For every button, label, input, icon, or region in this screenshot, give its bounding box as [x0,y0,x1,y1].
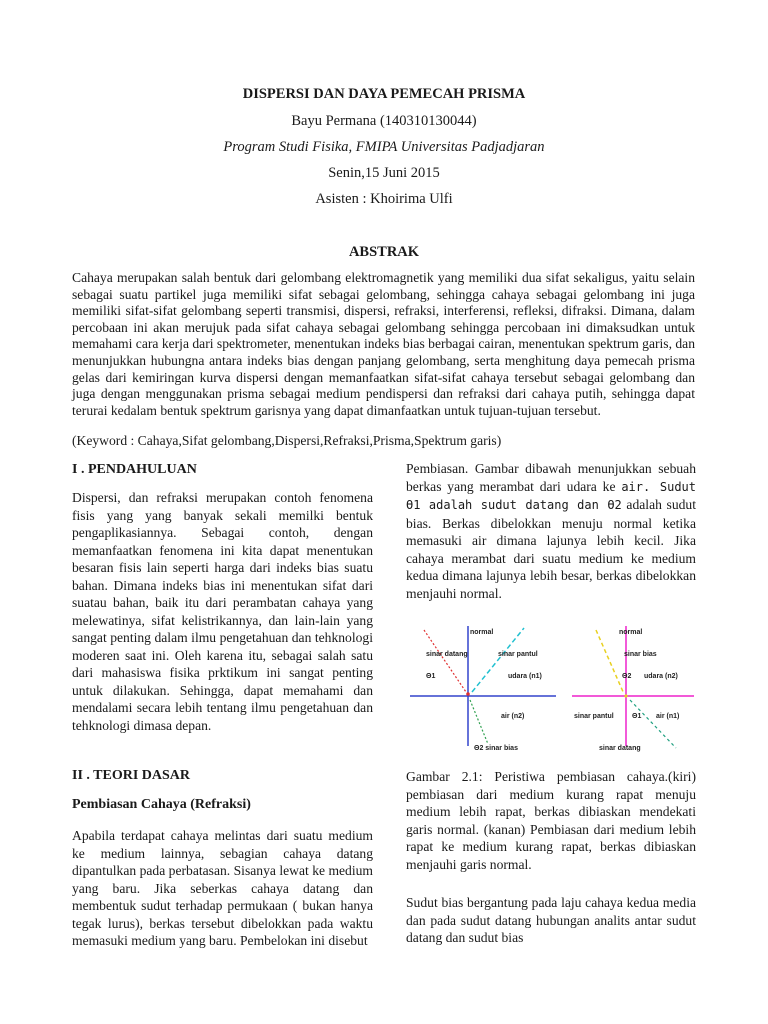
left-incident-ray [424,630,466,692]
affiliation-line: Program Studi Fisika, FMIPA Universitas Padjadjaran [223,139,545,155]
left-incidence-point [466,692,470,696]
section-heading-theory: II . TEORI DASAR [72,768,190,783]
author-line: Bayu Permana (140310130044) [291,113,477,129]
keywords-line: (Keyword : Cahaya,Sifat gelombang,Dispersi,Refraksi,Prisma,Spektrum garis) [72,433,502,448]
right-label-normal: normal [619,629,643,636]
right-incidence-point [624,694,627,697]
paragraph-text: Sudut bias bergantung pada laju cahaya kedua media dan pada sudut datang hubungan analits antar sudut datang dan sudut bias [406,895,696,945]
left-reflected-ray [472,628,524,692]
right-label-reflected: sinar pantul [574,713,614,720]
paragraph-text: adalah sudut bias. Berkas dibelokkan menuju normal ketika memasuki air dimana lajunya lebih kecil. Jika cahaya merambat dari suatu medium ke medium kedua dimana lajunya lebih besar, berkas dibelokkan menjauhi normal. [406,497,696,601]
right-reflected-ray [630,700,676,748]
left-label-reflected: sinar pantul [498,651,538,658]
paragraph-text: Pembiasan. Gambar dibawah menunjukkan sebuah berkas yang merambat dari udara ke [406,461,696,494]
right-label-medium1: air (n1) [656,713,680,720]
left-label-normal: normal [470,629,494,636]
refraction-diagram [406,618,696,758]
abstract-text: Cahaya merupakan salah bentuk dari gelombang elektromagnetik yang memiliki dua sifat sekaligus, yaitu selain sebagai suatu partikel juga memiliki sifat sebagai gelombang, sehingga cahaya sebagai gelombang ini juga memiliki sifat-sifat gelombang seperti transmisi, dispersi, refraksi, interferensi, refleksi, difraksi. Dimana, dalam percobaan ini akan merujuk pada sifat cahaya sebagai gelombang sehingga percobaan ini dimaksudkan untuk memahami cara kerja dari spektrometer, menentukan indeks bias berbagai cairan, menentukan spektrum garis, dan menunjukkan hubungna antara indeks bias dengan panjang gelombang, serta menghitung daya pemecah prisma gelas dari kemiringan kurva dispersi dengan memanfaatkan sifat-sifat cahaya tersebut sebagai gelombang dan juga dengan menggunakan prisma sebagai medium pendispersi dan refraksi dari cahaya putih, sehingga dapat terurai kedalam bentuk spektrum garisnya yang dapat dimanfaatkan untuk tujuan-tujuan tersebut. [72,270,696,418]
date-line: Senin,15 Juni 2015 [328,165,440,181]
abstract-heading: ABSTRAK [348,244,420,260]
left-label-incident: sinar datang [426,651,468,658]
introduction-paragraph: Dispersi, dan refraksi merupakan contoh fenomena fisis yang yang banyak sekali memilki bentuk pengaplikasiannya. Sebagai contoh, dengan memanfaatkan fenomena ini kita dapat menentukan besaran fisis lain seperti harga dari indeks bias suatu bahan. Dimana indeks bias ini menentukan sifat dari suatau bahan, baik itu dari perambatan cahaya yang melewatinya, sifat kelistrikannya, dan lain-lain yang sangat penting dalam ilmu pengetahuan dan tehknologi moderen saat ini. Oleh karena itu, sebagai salah satu dari mahasiswa fisika prktikum ini sangat penting untuk dilakukan. Sehingga, dapat memahami dan mendalami secara lebih tentang ilmu pengetahuan dan tehknologi dimasa depan. [72,490,373,733]
right-label-medium2: udara (n2) [644,673,678,680]
right-label-incident: sinar datang [599,745,641,752]
right-label-refracted: sinar bias [624,651,657,658]
assistant-line: Asisten : Khoirima Ulfi [315,191,453,207]
section-heading-introduction: I . PENDAHULUAN [72,462,197,477]
paragraph-text-mono: air. Sudut ϴ1 adalah sudut datang dan ϴ2 [406,479,696,512]
right-column-paragraph-2 [406,894,696,947]
right-refracted-ray [596,630,624,694]
caption-text: Gambar 2.1: Peristiwa pembiasan cahaya.(kiri) pembiasan dari medium kurang rapat menuju medium lebih rapat, berkas dibiaskan mendekati garis normal. (kanan) Pembiasan dari medium lebih rapat ke medium kurang rapat, berkas dibiaskan menjauhi garis normal. [406,769,696,872]
left-label-medium2: air (n2) [501,713,525,720]
paper-title: DISPERSI DAN DAYA PEMECAH PRISMA [242,86,526,102]
left-label-refracted: Θ2 sinar bias [474,745,518,752]
refraction-figure [406,618,696,758]
right-column-paragraph-1 [406,460,696,602]
left-label-medium1: udara (n1) [508,673,542,680]
right-label-theta1: Θ1 [632,713,642,720]
left-refracted-ray [470,700,488,744]
subsection-heading-refraction: Pembiasan Cahaya (Refraksi) [72,797,251,812]
theory-paragraph: Apabila terdapat cahaya melintas dari suatu medium ke medium lainnya, sebagian cahaya datang dipantulkan pada perbatasan. Sisanya lewat ke medium yang baru. Jika seberkas cahaya datang dan membentuk sudut terhadap permukaan ( bukan hanya tegak lurus), berkas tersebut dibelokkan pada waktu memasuki medium yang baru. Pembelokan ini disebut [72,828,373,948]
figure-caption [406,768,696,873]
right-label-theta2: Θ2 [622,673,632,680]
theory-text [72,827,373,950]
left-label-theta1: Θ1 [426,673,436,680]
introduction-text [72,489,373,734]
